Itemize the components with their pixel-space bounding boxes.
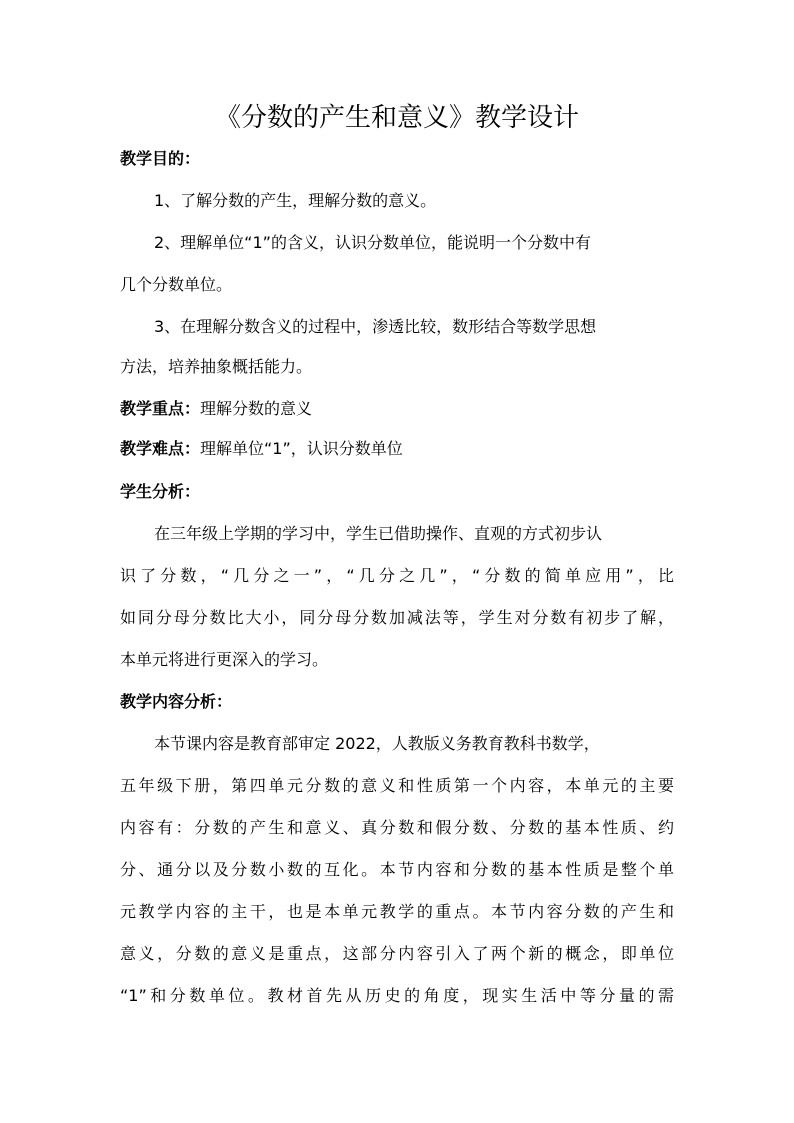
key-point-row xyxy=(120,397,312,421)
difficulty-label: 教学难点： xyxy=(120,439,201,458)
content-analysis-line: “1”和分数单位。教材首先从历史的角度，现实生活中等分量的需 xyxy=(120,986,674,1005)
student-analysis-line: 如同分母分数比大小，同分母分数加减法等，学生对分数有初步了解， xyxy=(120,608,674,627)
content-analysis-line: 本节课内容是教育部审定 2022，人教版义务教育教科书数学， xyxy=(154,734,600,753)
content-analysis-heading: 教学内容分析： xyxy=(120,692,233,711)
content-analysis-line: 五年级下册，第四单元分数的意义和性质第一个内容，本单元的主要 xyxy=(120,776,674,795)
objective-item-2-line-2: 几个分数单位。 xyxy=(120,275,233,294)
difficulty-text: 理解单位“1”，认识分数单位 xyxy=(200,439,403,458)
student-analysis-line: 识了分数，“几分之一”，“几分之几”，“分数的简单应用”，比 xyxy=(120,566,674,585)
student-analysis-heading: 学生分析： xyxy=(120,482,201,501)
key-point-label: 教学重点： xyxy=(120,399,201,418)
content-analysis-line: 分、通分以及分数小数的互化。本节内容和分数的基本性质是整个单 xyxy=(120,860,674,879)
content-analysis-line: 意义，分数的意义是重点，这部分内容引入了两个新的概念，即单位 xyxy=(120,944,674,963)
objectives-heading: 教学目的： xyxy=(120,149,201,168)
document-title: 《分数的产生和意义》教学设计 xyxy=(214,103,579,133)
objective-item-3-line-2: 方法，培养抽象概括能力。 xyxy=(120,357,313,376)
difficulty-row xyxy=(120,437,403,461)
student-analysis-line: 本单元将进行更深入的学习。 xyxy=(120,650,329,669)
objective-item-1: 1、了解分数的产生，理解分数的意义。 xyxy=(154,191,437,210)
content-analysis-line: 内容有：分数的产生和意义、真分数和假分数、分数的基本性质、约 xyxy=(120,818,674,837)
objective-item-3-line-1: 3、在理解分数含义的过程中，渗透比较，数形结合等数学思想 xyxy=(154,317,597,336)
objective-item-2-line-1: 2、理解单位“1”的含义，认识分数单位，能说明一个分数中有 xyxy=(154,233,591,252)
key-point-text: 理解分数的意义 xyxy=(200,399,313,418)
content-analysis-line: 元教学内容的主干，也是本单元教学的重点。本节内容分数的产生和 xyxy=(120,902,674,921)
student-analysis-line: 在三年级上学期的学习中，学生已借助操作、直观的方式初步认 xyxy=(154,524,603,543)
